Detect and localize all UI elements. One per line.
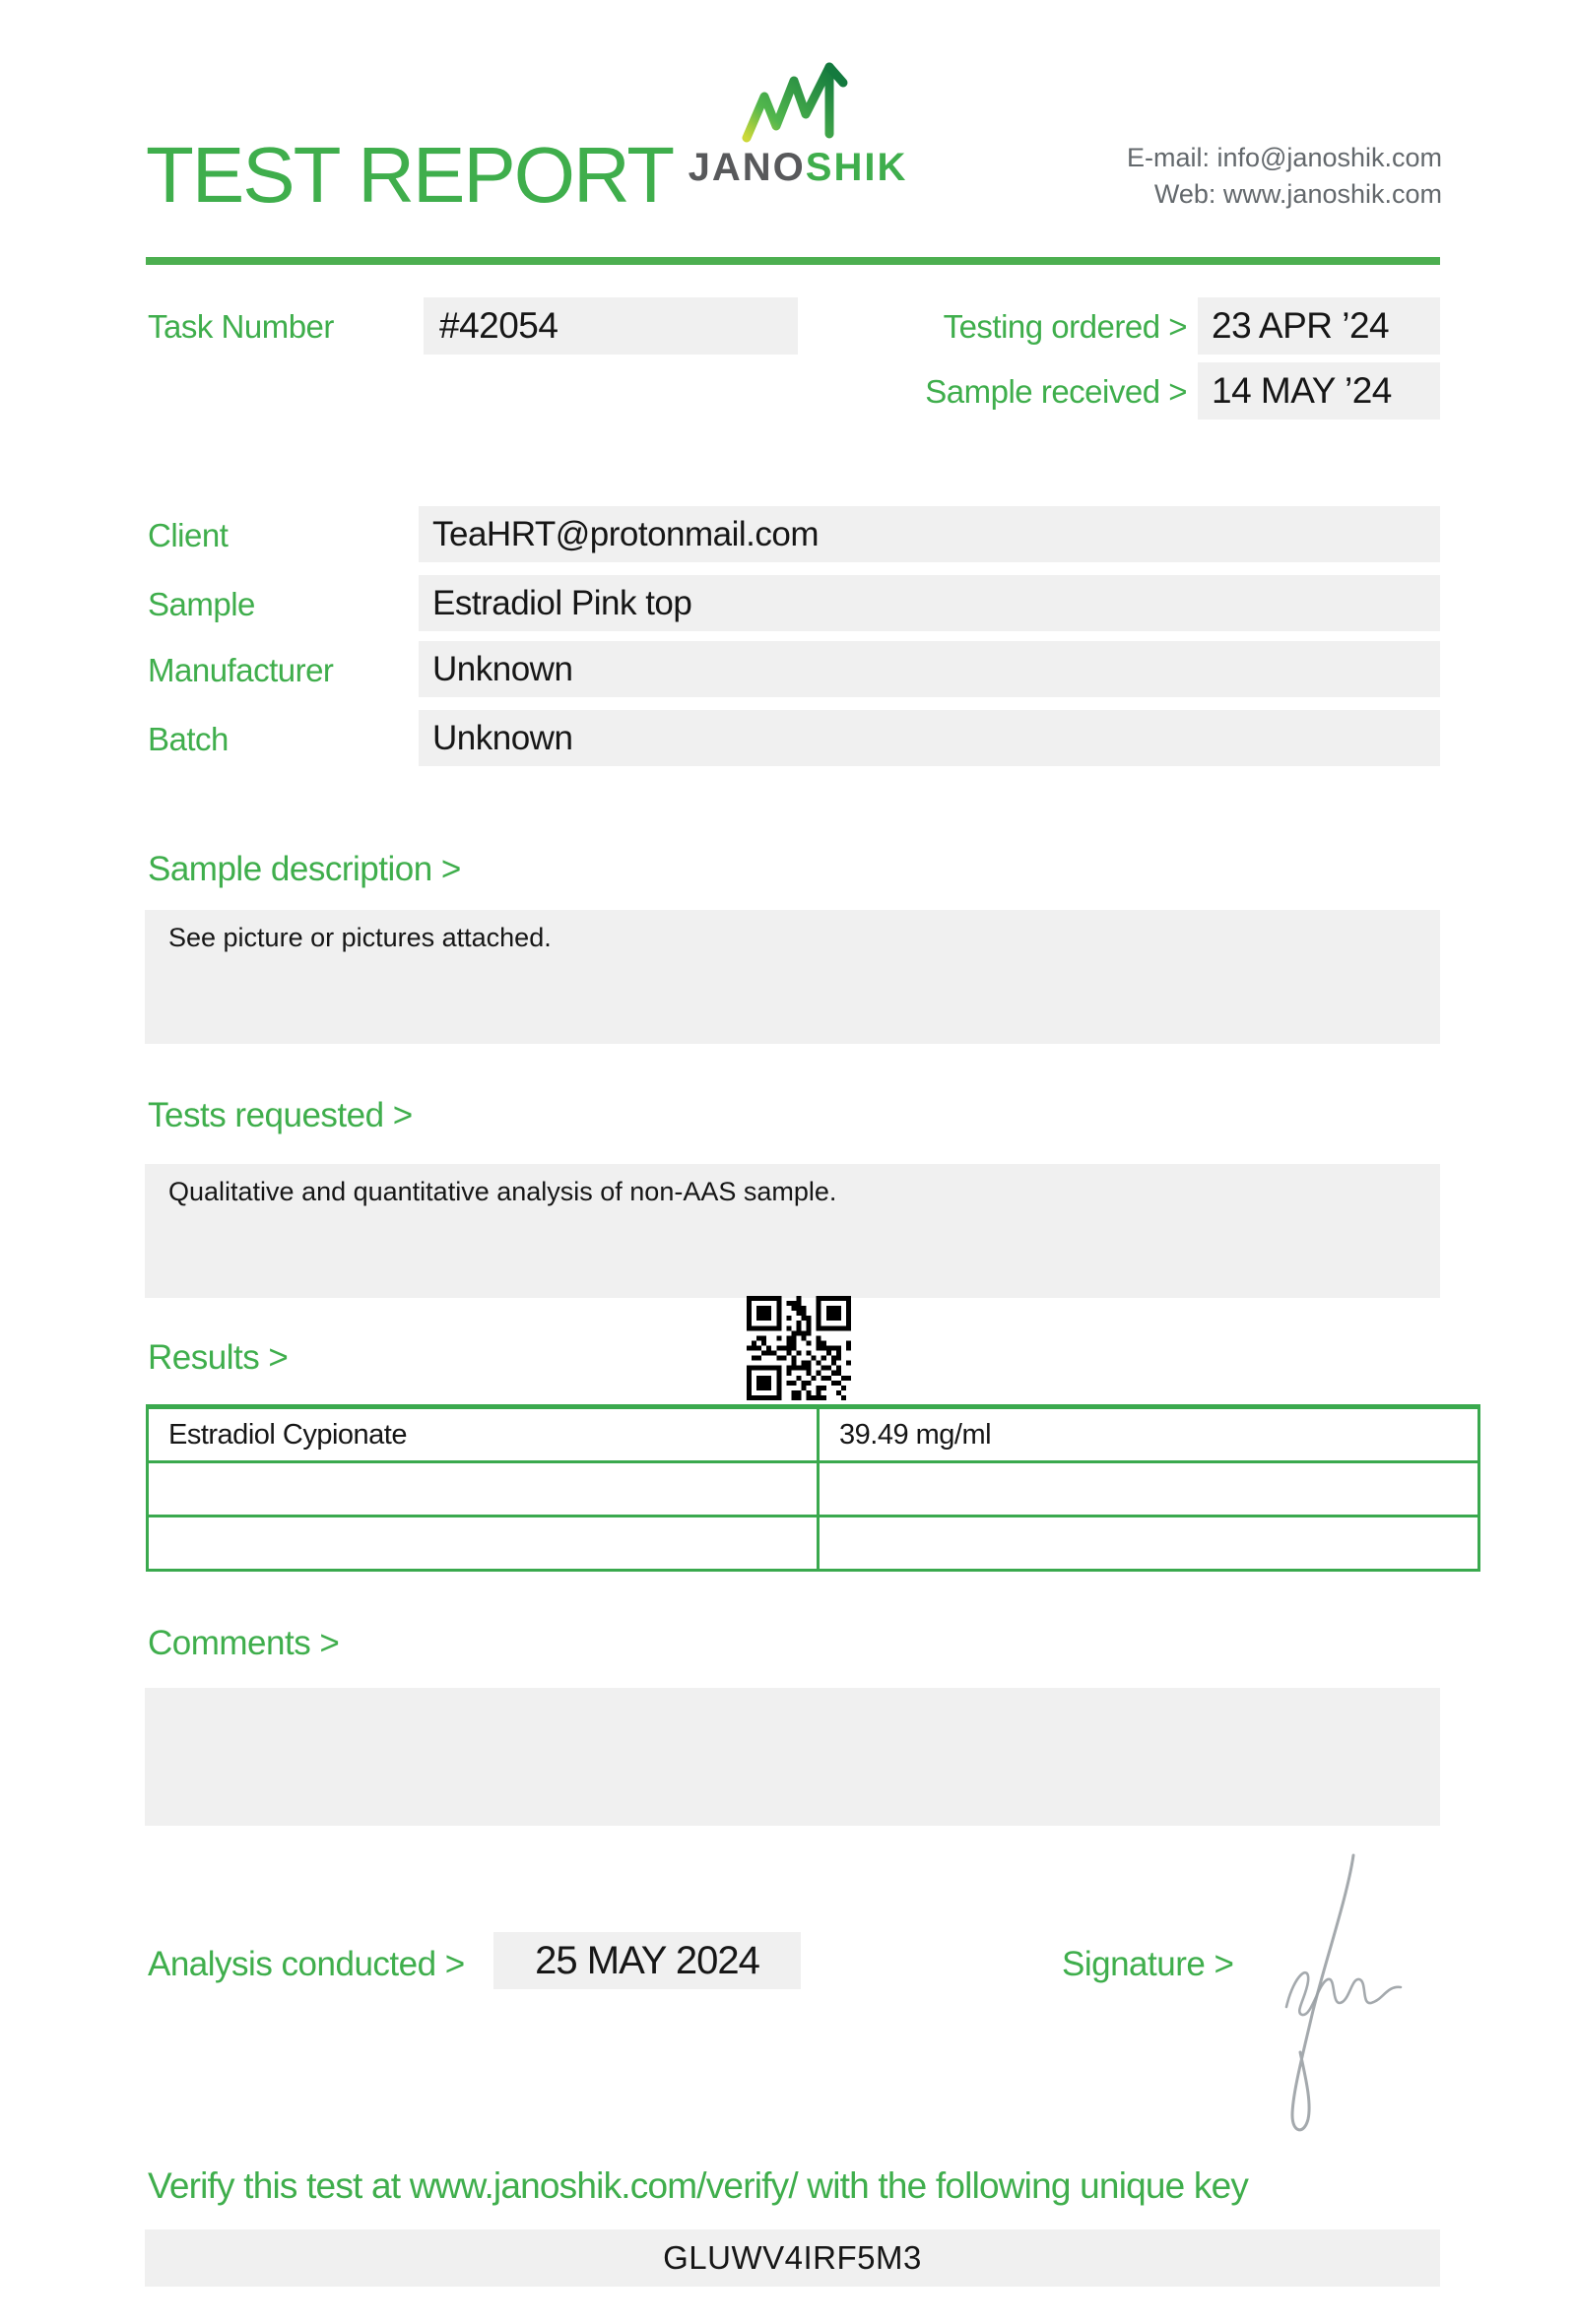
sample-label: Sample	[148, 586, 255, 622]
task-number-value-box: #42054	[424, 297, 798, 355]
client-label: Client	[148, 517, 229, 553]
manufacturer-value-box: Unknown	[419, 641, 1440, 697]
comments-box	[145, 1688, 1440, 1826]
verify-key-box: GLUWV4IRF5M3	[145, 2229, 1440, 2287]
manufacturer-label: Manufacturer	[148, 652, 334, 688]
web-label: Web:	[1153, 179, 1216, 209]
web-value: www.janoshik.com	[1222, 179, 1442, 209]
result-analyte-cell: Estradiol Cypionate	[148, 1407, 819, 1462]
janoshik-wordmark	[680, 146, 916, 189]
contact-email-line	[1127, 140, 1442, 176]
header-divider	[146, 257, 1440, 265]
trend-chart-icon	[737, 59, 859, 146]
tests-requested-box: Qualitative and quantitative analysis of non-AAS sample.	[145, 1164, 1440, 1298]
result-row	[148, 1407, 1479, 1462]
testing-ordered-label: Testing ordered >	[943, 308, 1187, 345]
results-table	[146, 1404, 1480, 1572]
batch-value-box: Unknown	[419, 710, 1440, 766]
analysis-conducted-label: Analysis conducted >	[148, 1945, 465, 1983]
results-heading: Results >	[148, 1338, 289, 1377]
signature-image	[1259, 1847, 1407, 2143]
logo-jano-text: JANO	[688, 146, 806, 189]
analysis-date-box: 25 MAY 2024	[493, 1932, 801, 1989]
sample-received-value-box: 14 MAY ’24	[1198, 362, 1440, 420]
janoshik-logo	[680, 59, 916, 189]
signature-label: Signature >	[1062, 1945, 1234, 1983]
result-value-cell: 39.49 mg/ml	[819, 1407, 1479, 1462]
page-title: TEST REPORT	[146, 131, 674, 219]
result-value-cell	[819, 1462, 1479, 1517]
contact-block	[1127, 140, 1442, 213]
sample-description-heading: Sample description >	[148, 850, 461, 888]
batch-label: Batch	[148, 721, 229, 757]
result-row	[148, 1462, 1479, 1517]
result-row	[148, 1517, 1479, 1571]
client-value-box: TeaHRT@protonmail.com	[419, 506, 1440, 562]
logo-shik-text: SHIK	[805, 146, 908, 189]
email-value: info@janoshik.com	[1216, 143, 1442, 172]
sample-received-label: Sample received >	[925, 373, 1187, 410]
task-number-label: Task Number	[148, 308, 334, 345]
tests-requested-heading: Tests requested >	[148, 1096, 413, 1134]
qr-code	[747, 1296, 851, 1400]
sample-description-box: See picture or pictures attached.	[145, 910, 1440, 1044]
verify-instruction: Verify this test at www.janoshik.com/verify/ with the following unique key	[148, 2165, 1249, 2206]
testing-ordered-value-box: 23 APR ’24	[1198, 297, 1440, 355]
comments-heading: Comments >	[148, 1624, 340, 1662]
sample-value-box: Estradiol Pink top	[419, 575, 1440, 631]
email-label: E-mail:	[1126, 143, 1210, 172]
contact-web-line	[1127, 176, 1442, 213]
result-analyte-cell	[148, 1462, 819, 1517]
result-value-cell	[819, 1517, 1479, 1571]
result-analyte-cell	[148, 1517, 819, 1571]
